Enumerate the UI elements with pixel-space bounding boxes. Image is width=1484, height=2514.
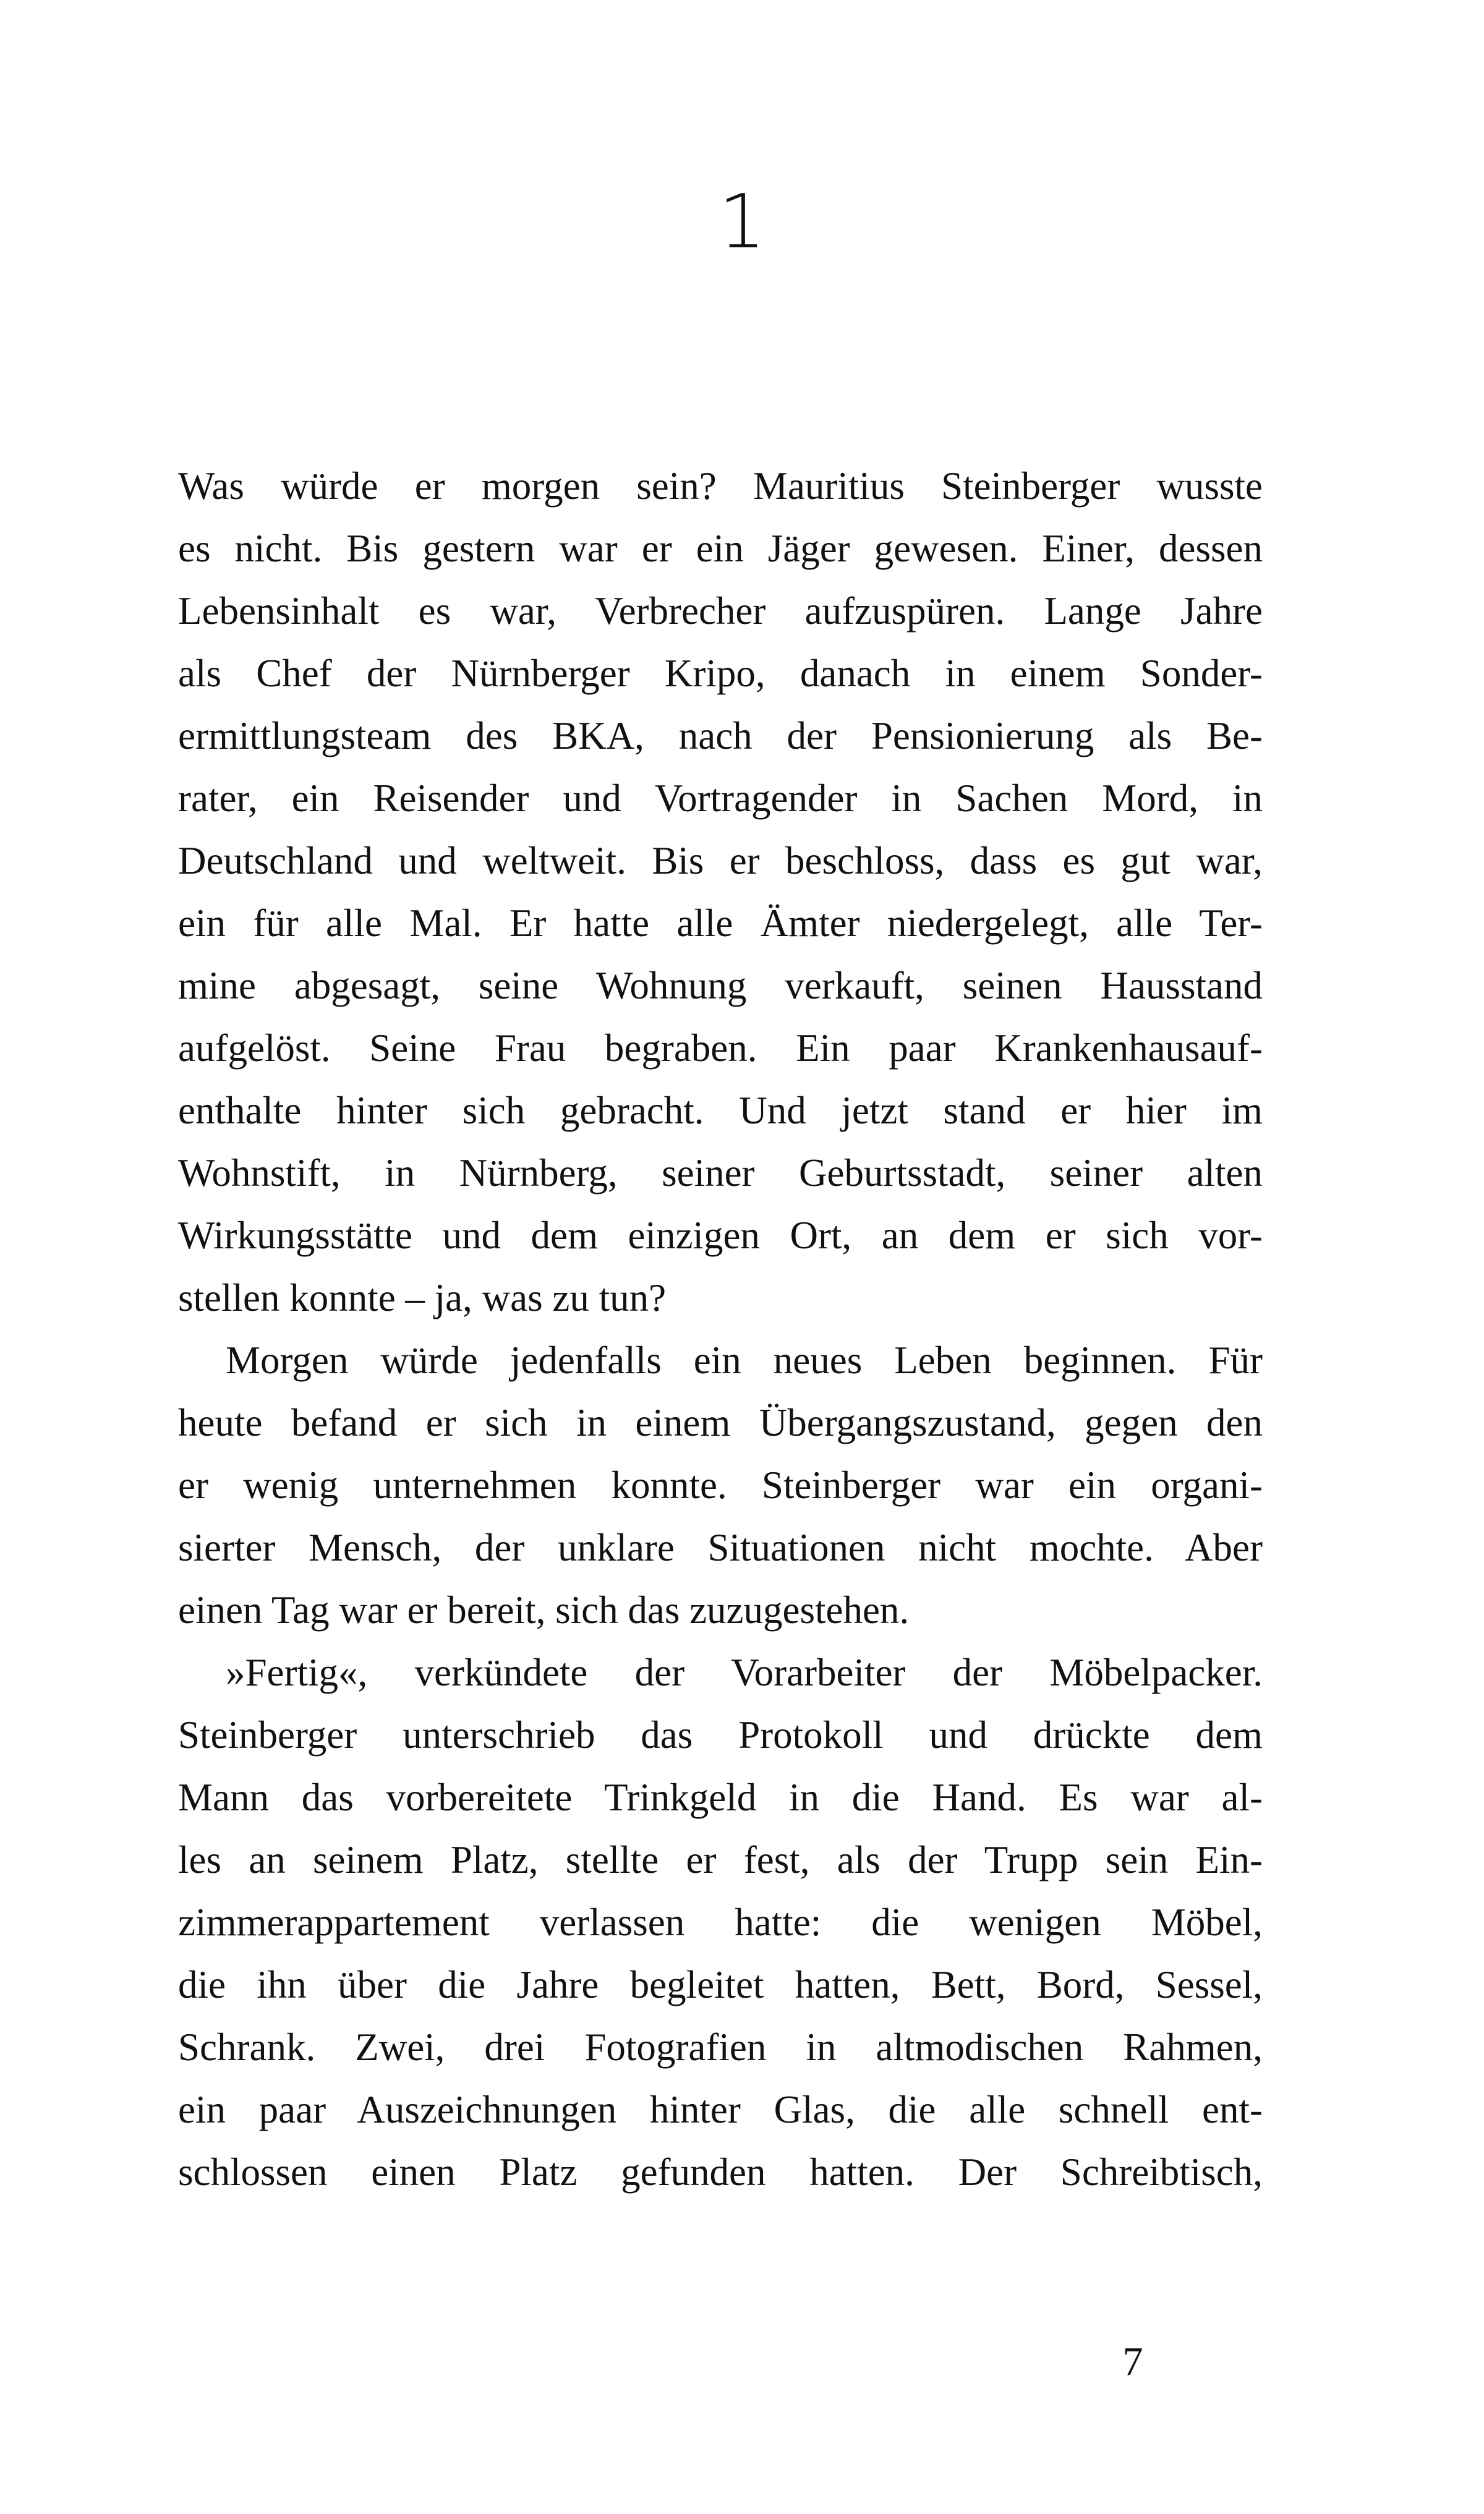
page-number: 7 (1122, 2339, 1143, 2384)
text-line: Mann das vorbereitete Trinkgeld in die Hand. Es war al- (178, 1776, 1263, 1819)
text-line: enthalte hinter sich gebracht. Und jetzt stand er hier im (178, 1089, 1263, 1132)
text-line: ein paar Auszeichnungen hinter Glas, die alle schnell ent- (178, 2088, 1263, 2131)
text-line: rater, ein Reisender und Vortragender in Sachen Mord, in (178, 777, 1263, 820)
text-line: die ihn über die Jahre begleitet hatten, Bett, Bord, Sessel, (178, 1963, 1263, 2006)
text-line: als Chef der Nürnberger Kripo, danach in einem Sonder- (178, 652, 1263, 695)
text-line: zimmerappartement verlassen hatte: die wenigen Möbel, (178, 1901, 1263, 1944)
text-line: ermittlungsteam des BKA, nach der Pensionierung als Be- (178, 714, 1263, 757)
chapter-number: 1 (718, 179, 766, 265)
text-line: Deutschland und weltweit. Bis er beschloss, dass es gut war, (178, 839, 1263, 882)
text-line: ein für alle Mal. Er hatte alle Ämter niedergelegt, alle Ter- (178, 901, 1263, 945)
body-text (178, 455, 1263, 2204)
text-line: einen Tag war er bereit, sich das zuzugestehen. (178, 1588, 910, 1632)
text-line: mine abgesagt, seine Wohnung verkauft, seinen Hausstand (178, 964, 1263, 1007)
text-line: heute befand er sich in einem Übergangszustand, gegen den (178, 1401, 1263, 1444)
text-line: Lebensinhalt es war, Verbrecher aufzuspüren. Lange Jahre (178, 589, 1263, 633)
text-line: stellen konnte – ja, was zu tun? (178, 1276, 667, 1319)
text-line: Wirkungsstätte und dem einzigen Ort, an dem er sich vor- (178, 1214, 1263, 1257)
text-line: »Fertig«, verkündete der Vorarbeiter der Möbelpacker. (226, 1651, 1263, 1694)
paragraph (178, 1329, 1263, 1642)
text-line: Steinberger unterschrieb das Protokoll und drückte dem (178, 1713, 1263, 1757)
text-line: Schrank. Zwei, drei Fotografien in altmodischen Rahmen, (178, 2026, 1263, 2069)
text-line: Wohnstift, in Nürnberg, seiner Geburtsstadt, seiner alten (178, 1151, 1263, 1195)
text-line: les an seinem Platz, stellte er fest, als der Trupp sein Ein- (178, 1838, 1263, 1881)
paragraph (178, 455, 1263, 1329)
paragraph (178, 1642, 1263, 2204)
text-line: es nicht. Bis gestern war er ein Jäger gewesen. Einer, dessen (178, 527, 1263, 570)
text-line: Was würde er morgen sein? Mauritius Steinberger wusste (178, 464, 1263, 508)
text-line: sierter Mensch, der unklare Situationen nicht mochte. Aber (178, 1526, 1263, 1569)
text-line: er wenig unternehmen konnte. Steinberger war ein organi- (178, 1464, 1263, 1507)
text-line: Morgen würde jedenfalls ein neues Leben beginnen. Für (226, 1339, 1263, 1382)
text-line: aufgelöst. Seine Frau begraben. Ein paar Krankenhausauf- (178, 1026, 1263, 1070)
text-line: schlossen einen Platz gefunden hatten. Der Schreibtisch, (178, 2150, 1263, 2194)
